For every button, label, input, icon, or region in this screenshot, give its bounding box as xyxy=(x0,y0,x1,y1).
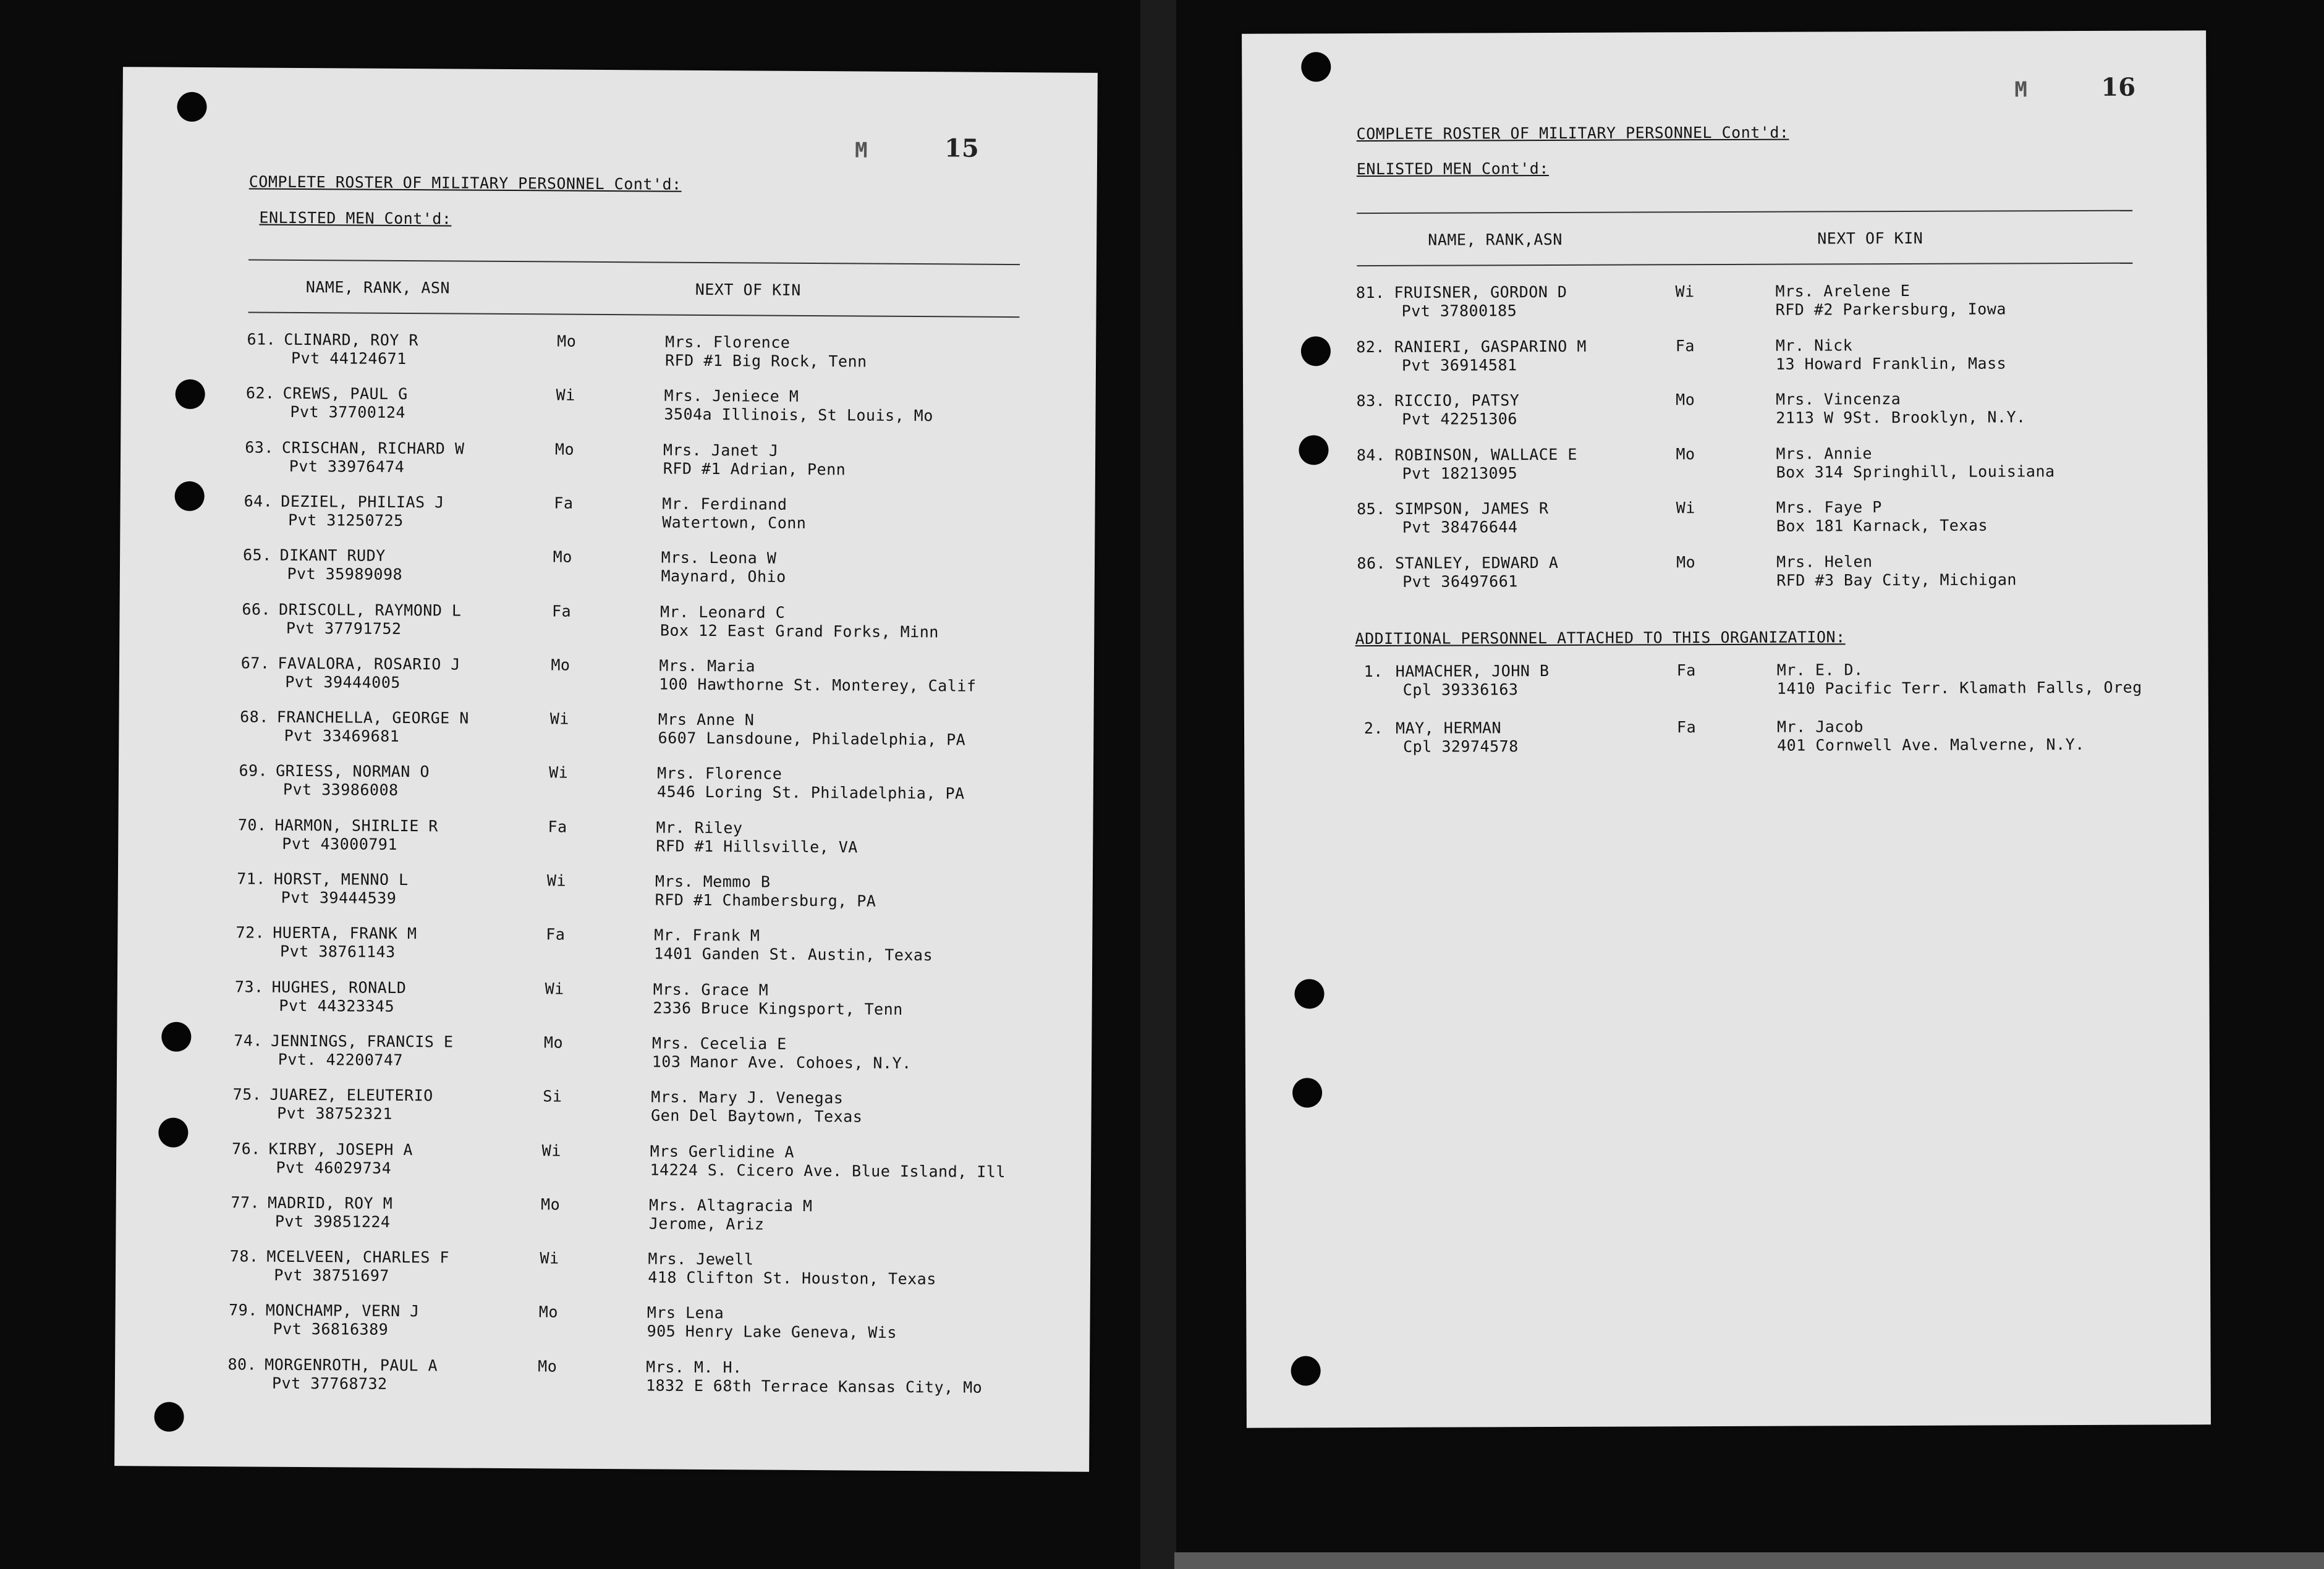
punch-hole xyxy=(154,1402,184,1432)
entry-name: HORST, MENNO L xyxy=(273,869,409,889)
entry-relationship: Wi xyxy=(540,1249,559,1267)
entry-address: 13 Howard Franklin, Mass xyxy=(1775,353,2007,373)
roster-entry xyxy=(117,923,1092,978)
entry-relationship: Wi xyxy=(541,1141,561,1160)
entry-next-of-kin: Mrs. Memmo B xyxy=(655,872,771,891)
column-header-name: NAME, RANK, ASN xyxy=(305,278,451,297)
roster-entry xyxy=(118,869,1093,924)
entry-address: Maynard, Ohio xyxy=(661,567,786,586)
roster-entry xyxy=(116,1193,1090,1248)
entry-number: 85. xyxy=(1357,499,1386,518)
stamp-mark: M xyxy=(2014,77,2025,103)
entry-name: MAY, HERMAN xyxy=(1395,719,1502,737)
roster-entry xyxy=(121,383,1095,439)
entry-next-of-kin: Mrs. Altagracia M xyxy=(648,1196,813,1215)
page-number: 16 xyxy=(2101,72,2136,102)
roster-entry xyxy=(120,545,1095,601)
entry-relationship: Fa xyxy=(551,601,572,620)
roster-entry xyxy=(116,1139,1091,1195)
header-rule xyxy=(1357,263,2132,266)
roster-entry xyxy=(1244,716,2208,769)
roster-entry xyxy=(1243,335,2207,387)
column-header-kin: NEXT OF KIN xyxy=(1817,229,1923,248)
scan-gutter xyxy=(1140,0,1176,1569)
entry-next-of-kin: Mrs. Cecelia E xyxy=(651,1034,787,1053)
entry-address: 100 Hawthorne St. Monterey, Calif xyxy=(659,675,977,695)
entry-relationship: Wi xyxy=(545,979,564,998)
entry-rank-asn: Pvt 42251306 xyxy=(1402,410,1517,428)
entry-next-of-kin: Mrs Gerlidine A xyxy=(650,1141,795,1161)
entry-address: 401 Cornwell Ave. Malverne, N.Y. xyxy=(1777,735,2085,755)
entry-next-of-kin: Mrs. Mary J. Venegas xyxy=(651,1088,844,1107)
punch-hole xyxy=(177,92,206,122)
entry-name: GRIESS, NORMAN O xyxy=(276,762,430,781)
entry-next-of-kin: Mrs Lena xyxy=(647,1303,724,1322)
entry-name: ROBINSON, WALLACE E xyxy=(1394,445,1577,464)
entry-number: 72. xyxy=(235,923,265,942)
roster-entry xyxy=(117,1031,1092,1086)
entry-number: 68. xyxy=(240,708,269,726)
entry-number: 83. xyxy=(1356,391,1386,410)
entry-name: MCELVEEN, CHARLES F xyxy=(266,1247,450,1267)
entry-next-of-kin: Mr. Leonard C xyxy=(659,603,786,622)
entry-relationship: Wi xyxy=(1675,282,1695,301)
entry-name: HAMACHER, JOHN B xyxy=(1395,661,1550,680)
entry-name: CLINARD, ROY R xyxy=(284,330,419,350)
entry-number: 69. xyxy=(239,761,268,780)
entry-next-of-kin: Mr. Frank M xyxy=(654,926,760,945)
entry-number: 1. xyxy=(1363,662,1383,681)
entry-relationship: Fa xyxy=(548,818,567,836)
roster-entry xyxy=(117,977,1092,1033)
entry-next-of-kin: Mrs. Florence xyxy=(665,332,791,352)
entry-relationship: Mo xyxy=(1676,444,1695,463)
entry-relationship: Mo xyxy=(553,548,572,566)
roster-entry xyxy=(118,815,1093,871)
entry-address: 4546 Loring St. Philadelphia, PA xyxy=(656,782,965,803)
entry-name: STANLEY, EDWARD A xyxy=(1395,553,1559,572)
entry-address: Gen Del Baytown, Texas xyxy=(651,1106,863,1126)
entry-address: RFD #1 Adrian, Penn xyxy=(663,459,846,478)
entry-address: 2113 W 9St. Brooklyn, N.Y. xyxy=(1776,408,2026,427)
entry-rank-asn: Cpl 39336163 xyxy=(1402,680,1519,699)
entry-rank-asn: Pvt 37700124 xyxy=(290,403,406,422)
entry-name: DEZIEL, PHILIAS J xyxy=(281,492,444,512)
entry-next-of-kin: Mr. E. D. xyxy=(1776,661,1864,679)
entry-next-of-kin: Mr. Ferdinand xyxy=(662,494,787,514)
entry-rank-asn: Pvt 37800185 xyxy=(1401,302,1517,320)
entry-address: Box 181 Karnack, Texas xyxy=(1776,516,1988,535)
entry-next-of-kin: Mrs. Vincenza xyxy=(1776,390,1901,408)
entry-address: RFD #1 Chambersburg, PA xyxy=(655,890,876,910)
roster-entry xyxy=(121,329,1096,385)
entry-number: 65. xyxy=(242,546,272,564)
entry-rank-asn: Pvt 46029734 xyxy=(276,1158,392,1177)
entry-name: MORGENROTH, PAUL A xyxy=(265,1355,438,1375)
entry-rank-asn: Pvt 33469681 xyxy=(284,726,400,746)
entry-rank-asn: Pvt 36497661 xyxy=(1402,572,1518,591)
entry-next-of-kin: Mrs Anne N xyxy=(658,710,755,729)
entry-relationship: Mo xyxy=(543,1033,564,1052)
entry-relationship: Fa xyxy=(1675,336,1695,355)
entry-relationship: Wi xyxy=(546,871,567,890)
entry-address: 14224 S. Cicero Ave. Blue Island, Ill xyxy=(650,1160,1006,1181)
entry-number: 80. xyxy=(227,1355,257,1374)
entry-number: 75. xyxy=(232,1085,262,1104)
entry-relationship: Mo xyxy=(541,1195,561,1214)
entry-number: 79. xyxy=(229,1301,258,1319)
entry-name: HARMON, SHIRLIE R xyxy=(274,816,438,835)
entry-next-of-kin: Mrs. Jewell xyxy=(648,1250,754,1269)
roster-page-16 xyxy=(1242,30,2211,1427)
entry-rank-asn: Pvt 36816389 xyxy=(273,1320,389,1339)
entry-number: 78. xyxy=(229,1247,259,1266)
entry-rank-asn: Pvt 35989098 xyxy=(287,565,403,584)
column-header-kin: NEXT OF KIN xyxy=(695,280,801,299)
roster-entry xyxy=(116,1246,1090,1302)
entry-name: MONCHAMP, VERN J xyxy=(265,1301,420,1321)
entry-number: 64. xyxy=(244,492,273,510)
entry-rank-asn: Pvt 36914581 xyxy=(1401,355,1517,374)
entry-number: 84. xyxy=(1356,446,1386,464)
entry-relationship: Mo xyxy=(557,332,577,350)
entry-relationship: Fa xyxy=(1676,718,1697,737)
entry-relationship: Fa xyxy=(546,925,566,944)
roster-entry xyxy=(1244,497,2208,549)
entry-next-of-kin: Mrs. Janet J xyxy=(663,441,779,460)
entry-name: KIRBY, JOSEPH A xyxy=(268,1140,413,1159)
entry-rank-asn: Pvt 39444005 xyxy=(285,672,401,691)
entry-next-of-kin: Mrs. Maria xyxy=(659,656,756,675)
entry-rank-asn: Pvt 37791752 xyxy=(286,619,402,638)
entry-address: 2336 Bruce Kingsport, Tenn xyxy=(653,999,903,1018)
entry-rank-asn: Pvt 33976474 xyxy=(289,457,405,476)
entry-number: 81. xyxy=(1355,283,1385,302)
entry-relationship: Mo xyxy=(1676,552,1696,571)
entry-number: 61. xyxy=(247,330,276,349)
entry-name: MADRID, ROY M xyxy=(268,1193,393,1212)
entry-next-of-kin: Mr. Riley xyxy=(656,818,743,837)
entry-relationship: Wi xyxy=(556,386,575,404)
entry-rank-asn: Pvt 38751697 xyxy=(274,1266,389,1285)
entry-rank-asn: Pvt 44323345 xyxy=(279,996,395,1015)
entry-address: Box 314 Springhill, Louisiana xyxy=(1776,462,2055,481)
entry-next-of-kin: Mrs. Grace M xyxy=(653,980,769,999)
entry-name: RANIERI, GASPARINO M xyxy=(1394,337,1587,356)
entry-name: RICCIO, PATSY xyxy=(1394,391,1520,410)
entry-relationship: Si xyxy=(543,1087,562,1106)
entry-next-of-kin: Mr. Nick xyxy=(1775,336,1853,355)
entry-relationship: Wi xyxy=(549,763,569,782)
roster-entry xyxy=(1242,281,2207,333)
entry-rank-asn: Pvt 37768732 xyxy=(271,1374,388,1393)
entry-number: 66. xyxy=(242,599,271,619)
entry-next-of-kin: Mrs. Annie xyxy=(1776,444,1873,463)
roster-entry xyxy=(1244,659,2208,712)
entry-address: RFD #2 Parkersburg, Iowa xyxy=(1775,300,2006,319)
entry-relationship: Wi xyxy=(549,709,569,728)
entry-name: JENNINGS, FRANCIS E xyxy=(270,1031,454,1051)
entry-number: 70. xyxy=(237,816,267,834)
entry-next-of-kin: Mrs. Faye P xyxy=(1776,498,1882,517)
entry-address: Box 12 East Grand Forks, Minn xyxy=(659,621,939,641)
entry-number: 2. xyxy=(1363,719,1384,738)
roster-entry xyxy=(121,438,1095,493)
entry-number: 71. xyxy=(237,869,266,888)
entry-relationship: Mo xyxy=(551,656,570,674)
entry-address: 1410 Pacific Terr. Klamath Falls, Oreg xyxy=(1776,678,2142,698)
entry-next-of-kin: Mrs. Florence xyxy=(657,764,782,784)
entry-number: 73. xyxy=(234,977,264,996)
entry-name: HUERTA, FRANK M xyxy=(273,924,417,943)
entry-number: 63. xyxy=(245,438,274,457)
entry-next-of-kin: Mrs. Arelene E xyxy=(1775,281,1911,300)
entry-address: RFD #1 Hillsville, VA xyxy=(656,837,859,856)
entry-relationship: Fa xyxy=(1676,661,1696,680)
entry-rank-asn: Cpl 32974578 xyxy=(1403,737,1519,756)
entry-relationship: Mo xyxy=(1676,391,1695,409)
entry-rank-asn: Pvt 18213095 xyxy=(1402,463,1518,483)
entry-number: 62. xyxy=(245,384,275,403)
entry-name: DRISCOLL, RAYMOND L xyxy=(278,600,462,620)
punch-hole xyxy=(1291,1356,1321,1385)
entry-address: 418 Clifton St. Houston, Texas xyxy=(648,1268,936,1288)
roster-entry xyxy=(1243,389,2207,441)
entry-relationship: Wi xyxy=(1676,499,1695,517)
entry-name: FAVALORA, ROSARIO J xyxy=(278,654,460,674)
entry-address: 1832 E 68th Terrace Kansas City, Mo xyxy=(645,1376,983,1397)
section-subtitle: ENLISTED MEN Cont'd: xyxy=(259,208,452,228)
entry-next-of-kin: Mrs. Jeniece M xyxy=(664,386,799,406)
punch-hole xyxy=(1294,979,1324,1009)
entry-rank-asn: Pvt 44124671 xyxy=(290,349,407,368)
entry-next-of-kin: Mrs. Helen xyxy=(1776,552,1873,571)
additional-personnel-header: ADDITIONAL PERSONNEL ATTACHED TO THIS ORGANIZATION: xyxy=(1355,628,1846,648)
roster-entry xyxy=(120,491,1095,547)
section-subtitle: ENLISTED MEN Cont'd: xyxy=(1356,159,1549,179)
entry-address: 103 Manor Ave. Cohoes, N.Y. xyxy=(651,1052,912,1072)
roster-entry xyxy=(119,707,1093,763)
roster-entry xyxy=(115,1355,1090,1410)
entry-rank-asn: Pvt 33986008 xyxy=(282,780,399,800)
entry-next-of-kin: Mrs. M. H. xyxy=(646,1358,742,1377)
entry-rank-asn: Pvt 38752321 xyxy=(277,1104,392,1123)
roster-entry xyxy=(1243,443,2207,496)
entry-next-of-kin: Mr. Jacob xyxy=(1776,717,1864,736)
roster-entry xyxy=(119,761,1093,817)
header-rule xyxy=(248,259,1020,265)
entry-relationship: Mo xyxy=(554,440,575,459)
entry-name: CREWS, PAUL G xyxy=(282,384,408,404)
stamp-mark: M xyxy=(855,138,866,163)
roster-entry xyxy=(116,1085,1091,1140)
entry-relationship: Mo xyxy=(538,1357,558,1376)
roster-entry xyxy=(119,653,1094,709)
entry-rank-asn: Pvt. 42200747 xyxy=(278,1050,404,1069)
entry-number: 86. xyxy=(1357,554,1386,572)
entry-relationship: Fa xyxy=(554,494,574,512)
entry-name: SIMPSON, JAMES R xyxy=(1394,499,1549,518)
entry-address: 1401 Ganden St. Austin, Texas xyxy=(653,944,933,965)
entry-number: 67. xyxy=(240,654,270,672)
entry-name: FRUISNER, GORDON D xyxy=(1394,282,1567,302)
entry-rank-asn: Pvt 38476644 xyxy=(1402,518,1518,536)
entry-name: JUAREZ, ELEUTERIO xyxy=(269,1085,433,1105)
entry-number: 74. xyxy=(234,1031,263,1050)
entry-rank-asn: Pvt 38761143 xyxy=(279,942,396,962)
roster-entry xyxy=(1244,551,2208,604)
entry-address: RFD #3 Bay City, Michigan xyxy=(1776,570,2017,590)
page-number: 15 xyxy=(944,133,979,163)
entry-rank-asn: Pvt 31250725 xyxy=(288,510,404,530)
entry-relationship: Mo xyxy=(538,1303,559,1321)
roster-title: COMPLETE ROSTER OF MILITARY PERSONNEL Cont'd: xyxy=(248,172,682,193)
punch-hole xyxy=(1292,1078,1322,1107)
entry-number: 82. xyxy=(1356,337,1385,356)
scan-edge xyxy=(1174,1552,2324,1569)
entry-next-of-kin: Mrs. Leona W xyxy=(661,548,777,567)
entry-rank-asn: Pvt 43000791 xyxy=(282,834,398,853)
entry-number: 76. xyxy=(231,1139,261,1158)
roster-page-15 xyxy=(114,67,1098,1472)
header-rule xyxy=(1357,210,2132,214)
entry-number: 77. xyxy=(231,1193,260,1212)
roster-entry xyxy=(115,1301,1090,1356)
entry-rank-asn: Pvt 39851224 xyxy=(274,1212,391,1231)
column-header-name: NAME, RANK,ASN xyxy=(1428,230,1563,249)
roster-title: COMPLETE ROSTER OF MILITARY PERSONNEL Cont'd: xyxy=(1356,123,1789,143)
entry-address: 6607 Lansdoune, Philadelphia, PA xyxy=(658,729,966,749)
roster-entry xyxy=(119,599,1094,655)
entry-name: HUGHES, RONALD xyxy=(271,978,407,997)
entry-address: 905 Henry Lake Geneva, Wis xyxy=(647,1322,897,1342)
entry-name: DIKANT RUDY xyxy=(279,546,386,565)
header-rule xyxy=(248,311,1020,318)
entry-address: Watertown, Conn xyxy=(662,513,807,532)
entry-address: Jerome, Ariz xyxy=(648,1214,765,1233)
entry-rank-asn: Pvt 39444539 xyxy=(281,888,397,907)
entry-address: RFD #1 Big Rock, Tenn xyxy=(664,351,867,371)
entry-name: CRISCHAN, RICHARD W xyxy=(281,438,465,458)
punch-hole xyxy=(1301,52,1331,82)
entry-address: 3504a Illinois, St Louis, Mo xyxy=(664,405,933,425)
entry-name: FRANCHELLA, GEORGE N xyxy=(276,708,469,727)
